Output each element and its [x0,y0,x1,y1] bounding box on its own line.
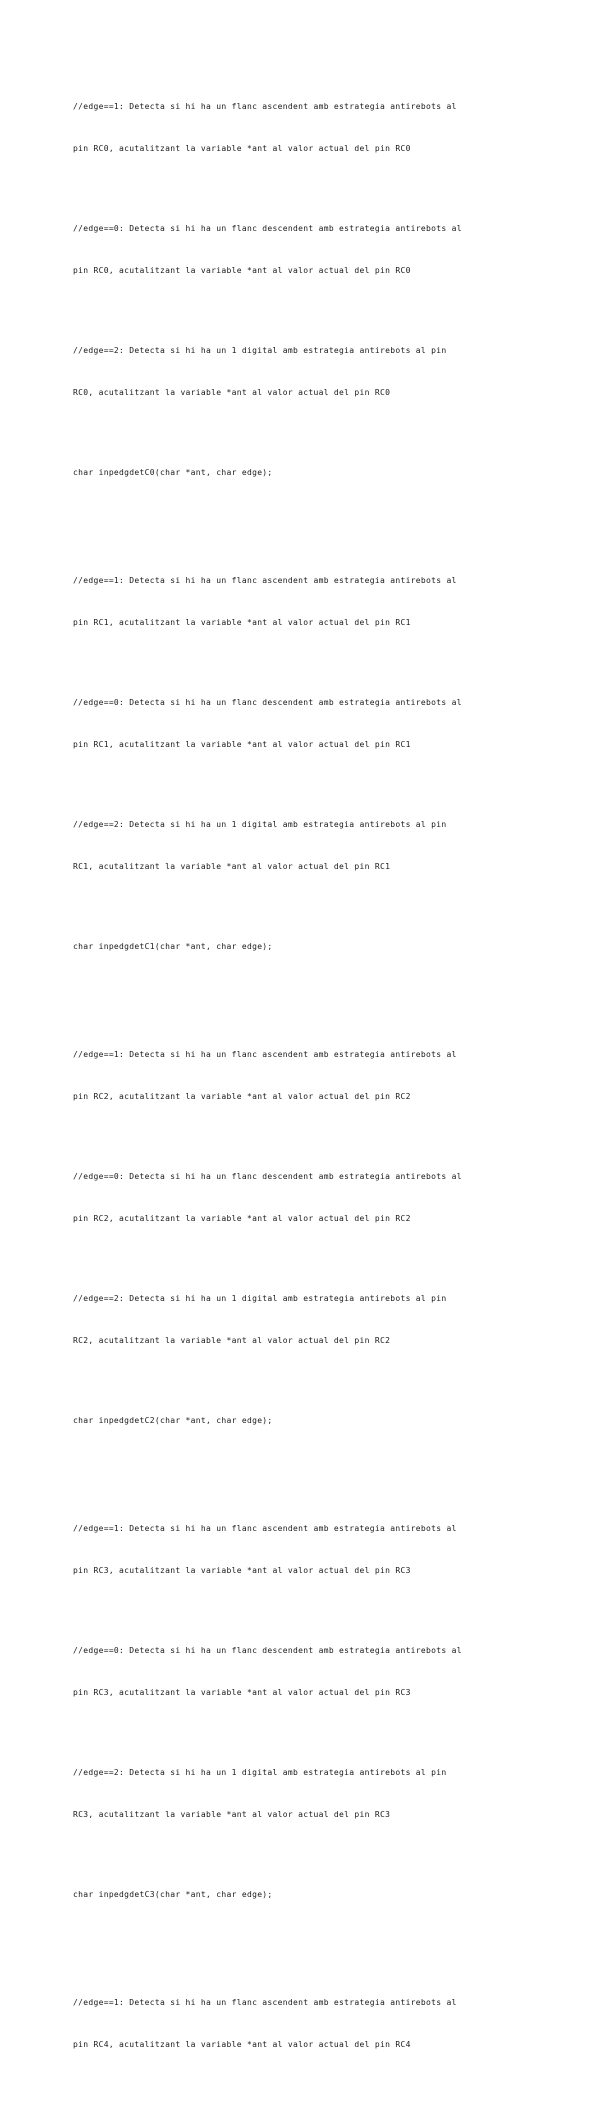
comment-line: //edge==1: Detecta si hi ha un flanc ascendent amb estrategia antirebots al [73,1998,457,2007]
comment-line: RC3, acutalitzant la variable *ant al valor actual del pin RC3 [73,1810,391,1819]
comment-edge-1 [73,1968,533,2080]
comment-edge-2 [73,790,533,902]
comment-line: //edge==0: Detecta si hi ha un flanc descendent amb estrategia antirebots al [73,1172,462,1181]
comment-line: //edge==1: Detecta si hi ha un flanc ascendent amb estrategia antirebots al [73,102,457,111]
comment-edge-2 [73,1264,533,1376]
comment-line: //edge==0: Detecta si hi ha un flanc descendent amb estrategia antirebots al [73,698,462,707]
comment-line: pin RC3, acutalitzant la variable *ant al valor actual del pin RC3 [73,1566,411,1575]
comment-line: pin RC2, acutalitzant la variable *ant al valor actual del pin RC2 [73,1092,411,1101]
comment-edge-0 [73,1616,533,1728]
function-section-rc3 [73,1494,533,1930]
comment-edge-2 [73,1738,533,1850]
comment-line: //edge==1: Detecta si hi ha un flanc ascendent amb estrategia antirebots al [73,576,457,585]
comment-edge-1 [73,72,533,184]
comment-edge-0 [73,1142,533,1254]
comment-line: pin RC0, acutalitzant la variable *ant al valor actual del pin RC0 [73,144,411,153]
comment-edge-2 [73,316,533,428]
comment-edge-1 [73,546,533,658]
comment-line: pin RC2, acutalitzant la variable *ant al valor actual del pin RC2 [73,1214,411,1223]
comment-line: RC2, acutalitzant la variable *ant al valor actual del pin RC2 [73,1336,391,1345]
comment-line: //edge==2: Detecta si hi ha un 1 digital amb estrategia antirebots al pin [73,346,447,355]
comment-line: //edge==0: Detecta si hi ha un flanc descendent amb estrategia antirebots al [73,1646,462,1655]
function-section-rc4 [73,1968,533,2080]
comment-line: RC0, acutalitzant la variable *ant al valor actual del pin RC0 [73,388,391,397]
declaration-line: char inpedgdetC2(char *ant, char edge); [73,1416,273,1425]
comment-line: pin RC3, acutalitzant la variable *ant al valor actual del pin RC3 [73,1688,411,1697]
declaration-line: char inpedgdetC1(char *ant, char edge); [73,942,273,951]
comment-edge-0 [73,194,533,306]
function-section-rc0 [73,72,533,508]
function-declaration [73,1386,533,1456]
comment-line: pin RC0, acutalitzant la variable *ant al valor actual del pin RC0 [73,266,411,275]
function-section-rc2 [73,1020,533,1456]
comment-line: //edge==1: Detecta si hi ha un flanc ascendent amb estrategia antirebots al [73,1050,457,1059]
function-declaration [73,438,533,508]
comment-edge-1 [73,1494,533,1606]
comment-line: pin RC1, acutalitzant la variable *ant al valor actual del pin RC1 [73,618,411,627]
comment-line: //edge==0: Detecta si hi ha un flanc descendent amb estrategia antirebots al [73,224,462,233]
comment-line: pin RC4, acutalitzant la variable *ant al valor actual del pin RC4 [73,2040,411,2049]
comment-line: //edge==2: Detecta si hi ha un 1 digital amb estrategia antirebots al pin [73,1768,447,1777]
comment-line: //edge==2: Detecta si hi ha un 1 digital amb estrategia antirebots al pin [73,1294,447,1303]
comment-line: //edge==2: Detecta si hi ha un 1 digital amb estrategia antirebots al pin [73,820,447,829]
function-declaration [73,912,533,982]
function-declaration [73,1860,533,1930]
comment-line: //edge==1: Detecta si hi ha un flanc ascendent amb estrategia antirebots al [73,1524,457,1533]
function-section-rc1 [73,546,533,982]
declaration-line: char inpedgdetC0(char *ant, char edge); [73,468,273,477]
comment-edge-0 [73,668,533,780]
comment-line: RC1, acutalitzant la variable *ant al valor actual del pin RC1 [73,862,391,871]
code-listing [73,72,533,2118]
declaration-line: char inpedgdetC3(char *ant, char edge); [73,1890,273,1899]
comment-line: pin RC1, acutalitzant la variable *ant al valor actual del pin RC1 [73,740,411,749]
comment-edge-1 [73,1020,533,1132]
